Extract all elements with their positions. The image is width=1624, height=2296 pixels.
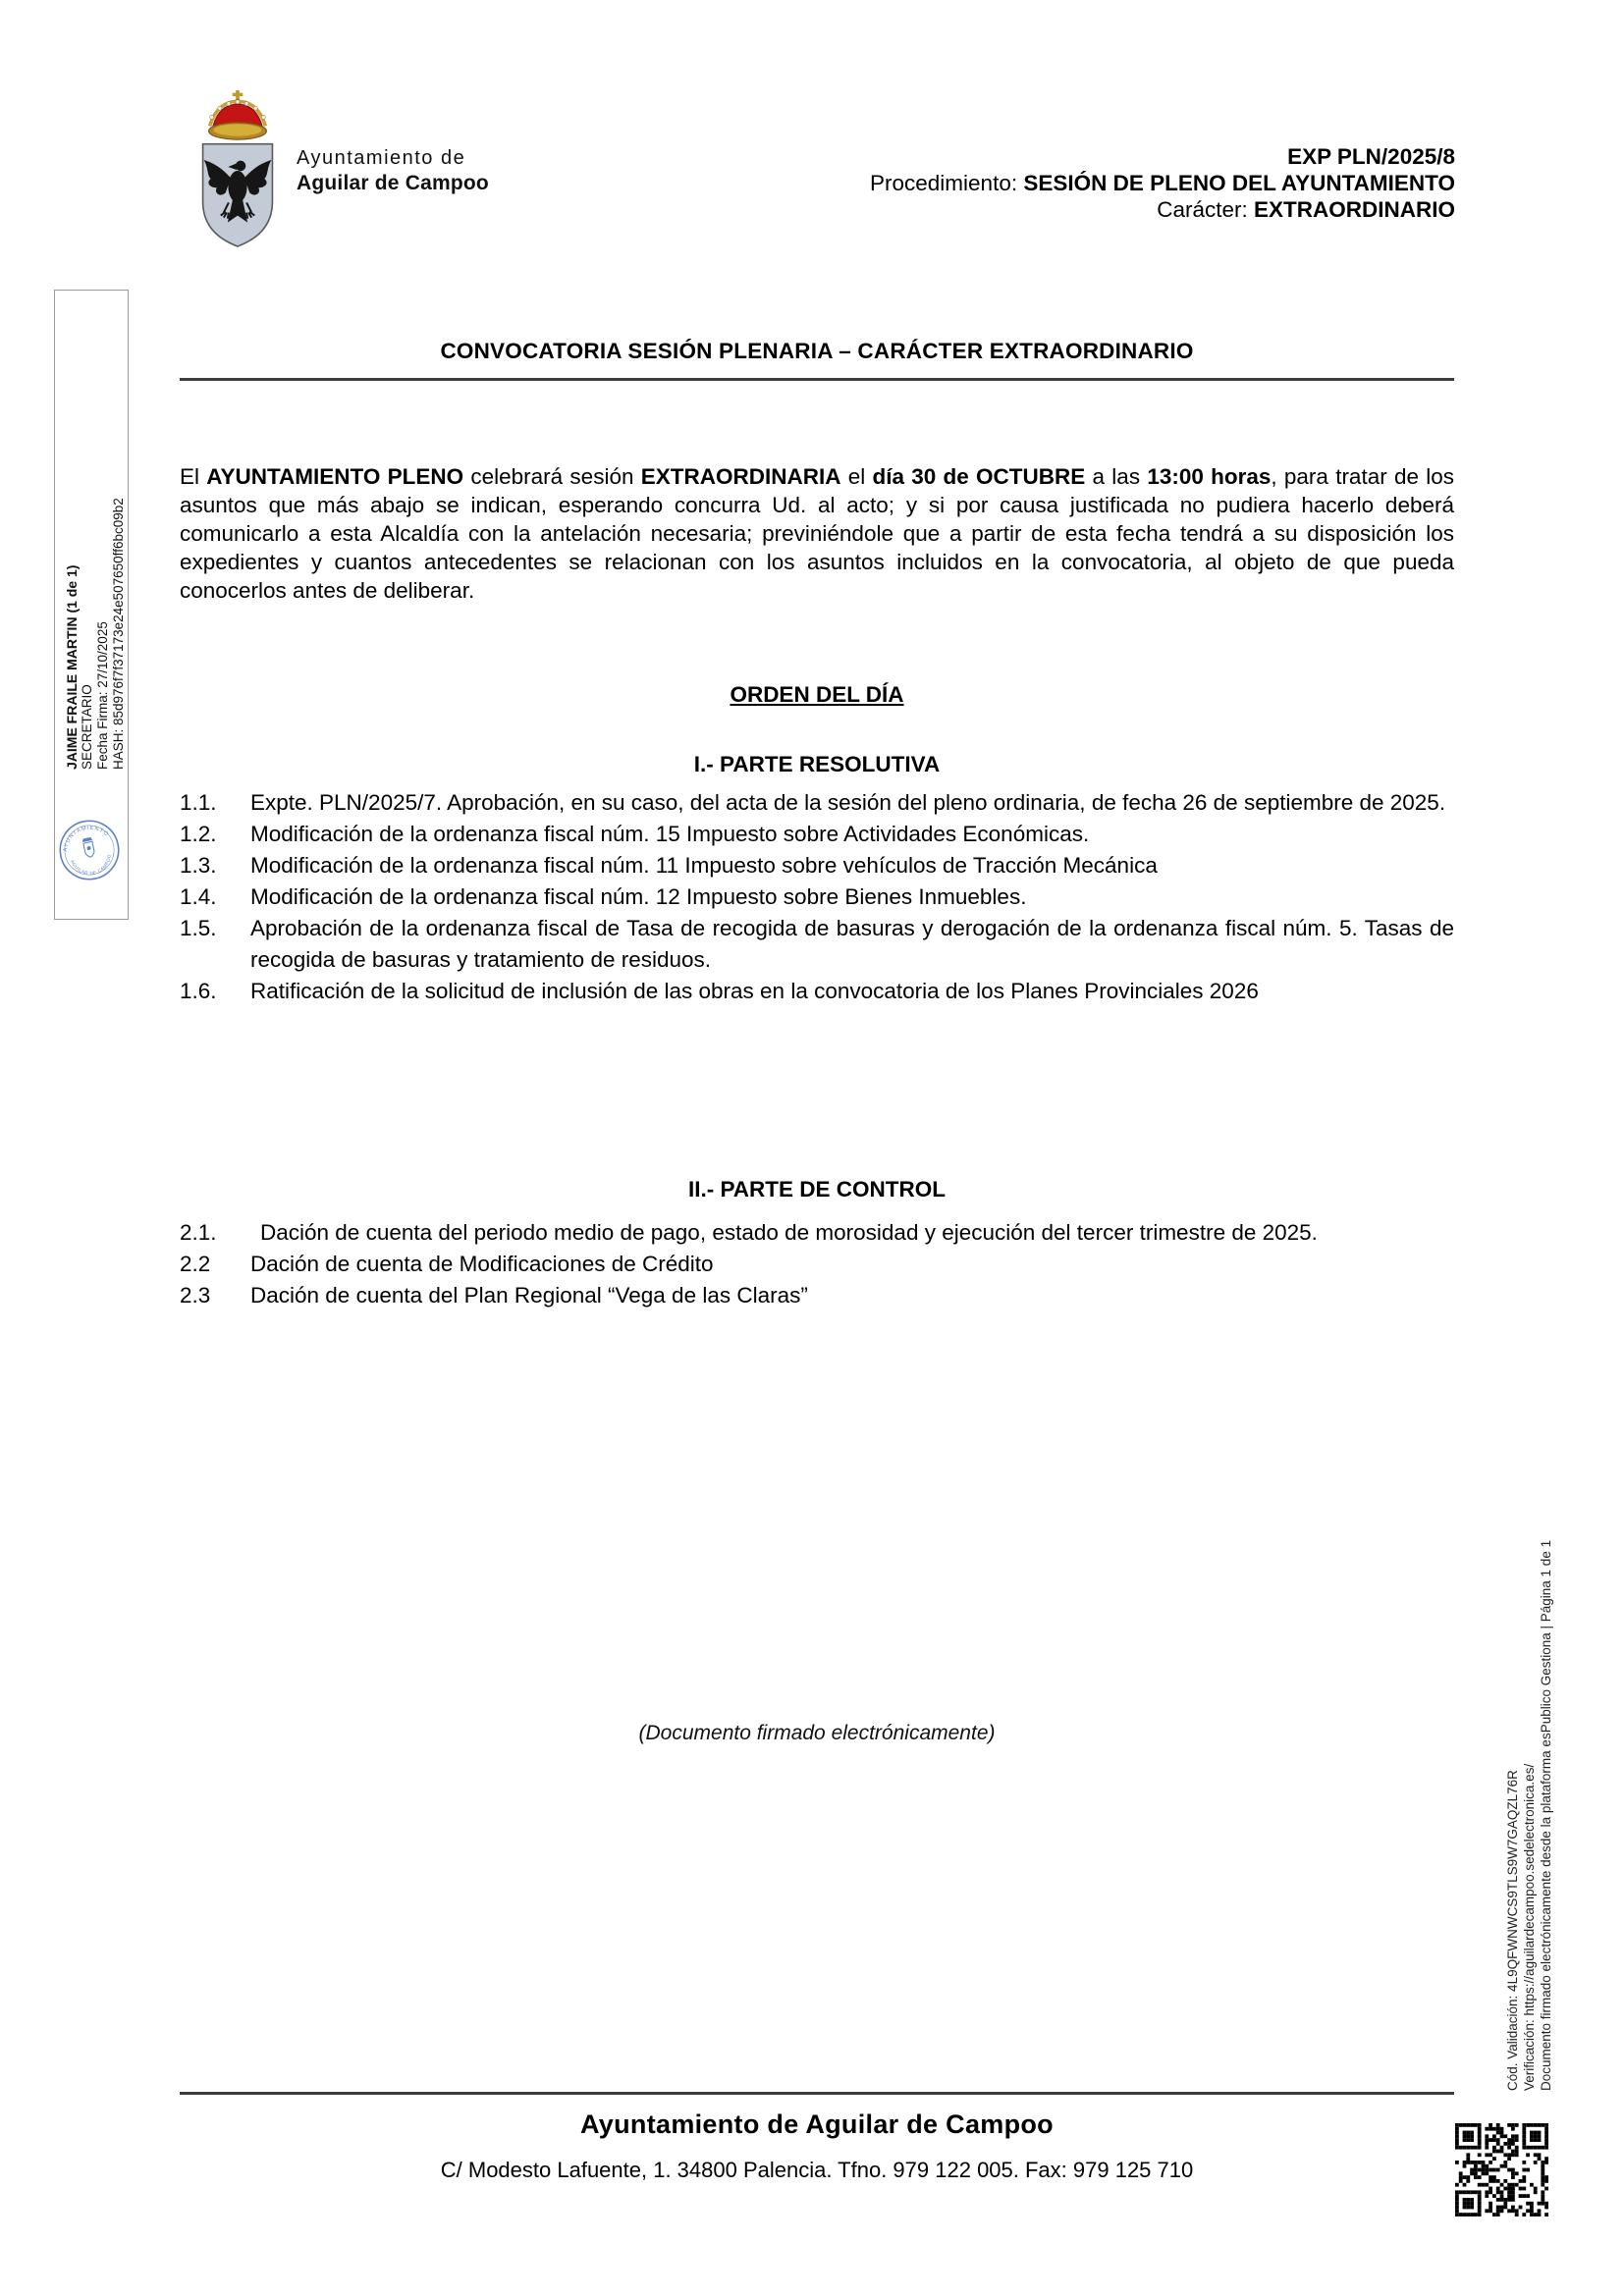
footer-address: C/ Modesto Lafuente, 1. 34800 Palencia. Tfno. 979 122 005. Fax: 979 125 710 xyxy=(440,2158,1194,2182)
intro-paragraph: El AYUNTAMIENTO PLENO celebrará sesión EXTRAORDINARIA el día 30 de OCTUBRE a las 13:00 horas, para tratar de los asuntos que más abajo se indican, esperando concurra Ud. al acto; y si por causa justificada no pudiera hacerlo deberá comunicarlo a esta Alcaldía con la antelación necesaria; previniéndole que a partir de esta fecha tendrá a su disposición los expedientes y cuantos antecedentes se relacionan con los asuntos incluidos en la convocatoria, al objeto de que pueda conocerlos antes de deliberar. xyxy=(180,463,1454,603)
section-1-list xyxy=(180,787,1454,1007)
verification-url: Verificación: https://aguilardecampoo.sedelectronica.es/ xyxy=(1522,1763,1537,2091)
footer-divider xyxy=(180,2092,1454,2095)
agenda-item: 2.2 Dación de cuenta de Modificaciones de Crédito xyxy=(180,1252,714,1276)
agenda-item: 1.5. Aprobación de la ordenanza fiscal de Tasa de recogida de basuras y derogación de la ordenanza fiscal núm. 5. Tasas de recogida de basuras y tratamiento de residuos. xyxy=(180,916,1454,972)
municipal-stamp-icon xyxy=(49,803,130,897)
signature-date: Fecha Firma: 27/10/2025 xyxy=(95,621,110,770)
org-name xyxy=(297,145,489,196)
section-2-heading: II.- PARTE DE CONTROL xyxy=(687,1176,947,1201)
agenda-item: 2.1. Dación de cuenta del periodo medio de pago, estado de morosidad y ejecución del tercer trimestre de 2025. xyxy=(180,1220,1318,1245)
agenda-item: 2.3 Dación de cuenta del Plan Regional “Vega de las Claras” xyxy=(180,1283,808,1308)
org-name-line2: Aguilar de Campoo xyxy=(297,172,489,194)
signer-name: JAIME FRAILE MARTIN (1 de 1) xyxy=(64,564,80,770)
section-2-list xyxy=(180,1217,1454,1311)
svg-text:AGUILAR DE CAMPOO: AGUILAR DE CAMPOO xyxy=(69,853,113,877)
validation-margin-text xyxy=(1504,1412,1554,2091)
section-1-heading: I.- PARTE RESOLUTIVA xyxy=(693,751,941,776)
agenda-item: 1.1. Expte. PLN/2025/7. Aprobación, en su caso, del acta de la sesión del pleno ordinaria, de fecha 26 de septiembre de 2025. xyxy=(180,790,1446,815)
caracter-line: Carácter: EXTRAORDINARIO xyxy=(1157,197,1455,222)
coat-of-arms-icon xyxy=(192,90,283,249)
svg-text:AYUNTAMIENTO: AYUNTAMIENTO xyxy=(62,825,110,852)
signature-hash: HASH: 85d976f7f37173e24e507650ff6bc09b2 xyxy=(111,498,126,770)
agenda-item: 1.2. Modificación de la ordenanza fiscal núm. 15 Impuesto sobre Actividades Económicas. xyxy=(180,822,1090,846)
procedimiento-line: Procedimiento: SESIÓN DE PLENO DEL AYUNTAMIENTO xyxy=(870,171,1455,195)
signature-sidebar xyxy=(54,290,129,920)
agenda-item: 1.4. Modificación de la ordenanza fiscal núm. 12 Impuesto sobre Bienes Inmuebles. xyxy=(180,884,1027,909)
coat-of-arms-logo xyxy=(192,90,283,249)
title-divider xyxy=(180,378,1454,381)
validation-code: Cód. Validación: 4L9QFWNWCS9TLS9W7GAQZL76R xyxy=(1505,1770,1520,2091)
footer-org-name: Ayuntamiento de Aguilar de Campoo xyxy=(580,2109,1054,2139)
expedient-header xyxy=(589,143,1455,223)
platform-note: Documento firmado electrónicamente desde la plataforma esPublico Gestiona | Página 1 de 1 xyxy=(1539,1539,1553,2091)
agenda-item: 1.6. Ratificación de la solicitud de inclusión de las obras en la convocatoria de los Planes Provinciales 2026 xyxy=(180,979,1259,1003)
signer-role: SECRETARIO xyxy=(80,684,94,770)
orden-del-dia-heading: ORDEN DEL DÍA xyxy=(730,681,904,707)
validation-margin xyxy=(1494,1404,1563,2101)
org-name-line1: Ayuntamiento de xyxy=(297,147,466,169)
document-title: CONVOCATORIA SESIÓN PLENARIA – CARÁCTER EXTRAORDINARIO xyxy=(440,339,1194,364)
exp-number: EXP PLN/2025/8 xyxy=(1287,144,1455,169)
signature-sidebar-text xyxy=(64,326,127,770)
qr-code xyxy=(1455,2123,1548,2216)
signed-electronically-note: (Documento firmado electrónicamente) xyxy=(638,1722,996,1744)
agenda-item: 1.3. Modificación de la ordenanza fiscal núm. 11 Impuesto sobre vehículos de Tracción Mecánica xyxy=(180,853,1158,878)
